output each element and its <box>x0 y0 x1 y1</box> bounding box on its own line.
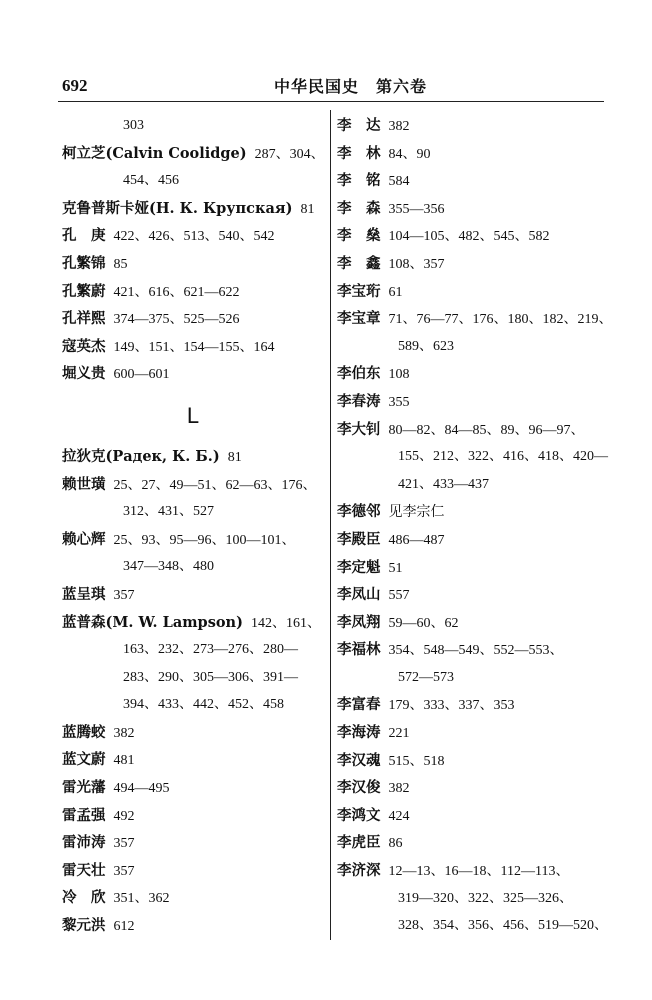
entry-pages: 486—487 <box>388 532 445 548</box>
entry-name: 冷 欣 <box>62 889 106 907</box>
index-entry <box>337 360 605 388</box>
entry-name: 克鲁普斯卡娅(Н. К. Крупская) <box>62 199 293 217</box>
entry-pages: 612 <box>113 919 135 935</box>
entry-name: 李 林 <box>337 144 381 162</box>
entry-pages: 85 <box>113 256 128 272</box>
entry-pages: 155、212、322、416、418、420— <box>398 449 608 465</box>
entry-pages: 357 <box>113 836 135 852</box>
entry-pages: 600—601 <box>113 367 170 383</box>
entry-name: 李宝章 <box>337 310 381 328</box>
entry-name: 李大钊 <box>337 420 381 438</box>
entry-pages: 283、290、305—306、391— <box>123 669 298 685</box>
entry-name: 李凤翔 <box>337 613 381 631</box>
index-entry <box>337 609 605 637</box>
index-entry <box>62 526 324 554</box>
index-entry-continuation <box>62 691 324 719</box>
entry-pages: 25、93、95—96、100—101、 <box>113 532 296 548</box>
entry-name: 赖世璜 <box>62 475 106 493</box>
entry-pages: 51 <box>388 560 403 576</box>
index-entry <box>337 305 613 333</box>
entry-pages: 163、232、273—276、280— <box>123 642 298 658</box>
entry-name: 李福林 <box>337 641 381 659</box>
index-entry <box>62 912 324 940</box>
entry-pages: 142、161、 <box>250 615 321 631</box>
entry-name: 李 森 <box>337 199 381 217</box>
entry-name: 李殿臣 <box>337 530 381 548</box>
entry-pages: 589、623 <box>398 338 454 354</box>
index-entry <box>62 609 324 637</box>
entry-name: 李鸿文 <box>337 806 381 824</box>
entry-name: 李济深 <box>337 862 381 880</box>
entry-pages: 221 <box>388 726 410 742</box>
entry-pages: 303 <box>123 118 144 133</box>
entry-pages: 347—348、480 <box>123 559 214 575</box>
entry-pages: 454、456 <box>123 173 179 189</box>
entry-name: 寇英杰 <box>62 337 106 355</box>
entry-name: 李伯东 <box>337 365 381 383</box>
book-title: 中华民国史 第六卷 <box>274 77 428 96</box>
entry-pages: 287、304、 <box>254 146 325 162</box>
entry-name: 堀义贵 <box>62 365 106 383</box>
index-entry <box>62 857 324 885</box>
entry-pages: 424 <box>388 808 410 824</box>
entry-name: 蓝腾蛟 <box>62 723 106 741</box>
index-entry <box>62 884 324 912</box>
index-entry <box>337 774 605 802</box>
entry-pages: 422、426、513、540、542 <box>113 229 275 245</box>
index-entry-continuation <box>337 333 605 361</box>
entry-pages: 421、616、621—622 <box>113 284 240 300</box>
index-entry <box>62 829 324 857</box>
entry-pages: 86 <box>388 836 403 852</box>
entry-name: 李宝珩 <box>337 282 381 300</box>
entry-pages: 382 <box>388 119 410 134</box>
entry-name: 雷沛涛 <box>62 834 106 852</box>
entry-pages: 81 <box>227 449 242 465</box>
entry-pages: 108、357 <box>388 256 445 272</box>
entry-name: 孔 庚 <box>62 227 106 245</box>
entry-name: 雷天壮 <box>62 861 106 879</box>
index-entry <box>62 195 324 223</box>
index-column-right <box>337 112 613 940</box>
index-entry <box>337 195 605 223</box>
entry-name: 雷光藩 <box>62 779 106 797</box>
index-entry <box>337 581 605 609</box>
section-letter-heading: L <box>186 402 200 428</box>
index-entry <box>62 746 324 774</box>
index-entry <box>62 719 324 747</box>
entry-pages: 见李宗仁 <box>388 505 445 521</box>
entry-pages: 84、90 <box>388 146 431 162</box>
entry-pages: 104—105、482、545、582 <box>388 229 550 245</box>
entry-pages: 557 <box>388 588 410 604</box>
index-entry <box>337 857 605 885</box>
entry-name: 蓝呈琪 <box>62 585 106 603</box>
page-number: 692 <box>62 76 88 95</box>
index-entry-continuation <box>62 167 324 195</box>
index-entry <box>62 774 324 802</box>
entry-name: 拉狄克(Радек, К. Б.) <box>62 447 220 465</box>
page-header <box>62 72 602 100</box>
index-entry-continuation <box>62 112 324 140</box>
entry-pages: 149、151、154—155、164 <box>113 339 275 355</box>
entry-pages: 355 <box>388 394 410 410</box>
entry-name: 蓝文蔚 <box>62 751 106 769</box>
entry-name: 蓝普森(M. W. Lampson) <box>62 613 243 631</box>
index-entry <box>62 140 324 168</box>
index-entry-continuation <box>337 912 608 940</box>
entry-pages: 394、433、442、452、458 <box>123 697 284 713</box>
entry-name: 李春涛 <box>337 392 381 410</box>
column-divider <box>330 110 331 940</box>
entry-name: 李虎臣 <box>337 834 381 852</box>
entry-name: 柯立芝(Calvin Coolidge) <box>62 144 247 162</box>
index-entry-continuation <box>62 553 324 581</box>
index-entry <box>62 222 324 250</box>
entry-pages: 572—573 <box>398 669 454 685</box>
index-entry <box>337 829 605 857</box>
entry-name: 李定魁 <box>337 558 381 576</box>
index-entry <box>337 719 605 747</box>
entry-name: 李 燊 <box>337 227 381 245</box>
index-entry-continuation <box>62 636 324 664</box>
entry-pages: 584 <box>388 174 410 190</box>
entry-pages: 374—375、525—526 <box>113 312 240 328</box>
entry-name: 李凤山 <box>337 586 381 604</box>
index-entry <box>62 305 324 333</box>
entry-name: 赖心辉 <box>62 530 106 548</box>
index-entry <box>337 388 605 416</box>
entry-name: 李海涛 <box>337 724 381 742</box>
entry-pages: 481 <box>113 753 135 769</box>
index-entry <box>337 222 605 250</box>
entry-pages: 179、333、337、353 <box>388 698 515 714</box>
index-entry <box>337 802 605 830</box>
header-rule <box>58 101 604 102</box>
entry-pages: 382 <box>113 725 135 741</box>
entry-name: 孔繁锦 <box>62 254 106 272</box>
index-entry <box>62 443 324 471</box>
index-entry <box>337 416 605 444</box>
index-entry <box>62 278 324 306</box>
index-entry <box>337 691 605 719</box>
index-entry <box>62 360 324 388</box>
entry-pages: 25、27、49—51、62—63、176、 <box>113 477 317 493</box>
entry-name: 黎元洪 <box>62 917 106 935</box>
index-entry-continuation <box>62 498 324 526</box>
index-entry-continuation <box>337 885 605 913</box>
index-entry <box>62 581 324 609</box>
entry-pages: 328、354、356、456、519—520、 <box>398 918 608 934</box>
entry-name: 李 达 <box>337 117 381 134</box>
entry-pages: 319—320、322、325—326、 <box>398 890 573 906</box>
entry-pages: 59—60、62 <box>388 615 459 631</box>
entry-pages: 492 <box>113 808 135 824</box>
entry-pages: 81 <box>300 201 315 217</box>
entry-pages: 357 <box>113 863 135 879</box>
entry-name: 孔繁蔚 <box>62 282 106 300</box>
entry-pages: 80—82、84—85、89、96—97、 <box>388 422 585 438</box>
index-entry <box>337 278 605 306</box>
entry-name: 李富春 <box>337 696 381 714</box>
entry-pages: 357 <box>113 587 135 603</box>
entry-pages: 351、362 <box>113 891 170 907</box>
entry-pages: 494—495 <box>113 781 170 797</box>
entry-name: 李汉俊 <box>337 779 381 797</box>
index-entry <box>337 112 605 140</box>
entry-pages: 354、548—549、552—553、 <box>388 643 564 659</box>
entry-name: 李 铭 <box>337 172 381 190</box>
index-entry-continuation <box>62 664 324 692</box>
index-entry <box>337 554 605 582</box>
entry-name: 李德邻 <box>337 503 381 521</box>
index-entry <box>337 167 605 195</box>
entry-pages: 108 <box>388 367 410 383</box>
entry-pages: 515、518 <box>388 753 445 769</box>
index-entry <box>337 636 605 664</box>
index-entry <box>337 747 605 775</box>
index-entry <box>62 471 324 499</box>
entry-name: 雷孟强 <box>62 806 106 824</box>
entry-name: 李 鑫 <box>337 254 381 272</box>
index-entry <box>337 250 605 278</box>
entry-pages: 12—13、16—18、112—113、 <box>388 864 570 880</box>
entry-name: 孔祥熙 <box>62 310 106 328</box>
entry-pages: 355—356 <box>388 201 445 217</box>
entry-pages: 61 <box>388 284 403 300</box>
entry-name: 李汉魂 <box>337 751 381 769</box>
index-entry-continuation <box>337 443 608 471</box>
index-column-left <box>62 112 324 940</box>
index-entry <box>337 140 605 168</box>
index-entry <box>62 250 324 278</box>
index-entry <box>337 526 605 554</box>
entry-pages: 421、433—437 <box>398 476 489 492</box>
index-entry <box>337 498 605 526</box>
entry-pages: 312、431、527 <box>123 504 214 520</box>
entry-pages: 71、76—77、176、180、182、219、 <box>388 312 613 328</box>
entry-pages: 382 <box>388 781 410 797</box>
index-entry <box>62 333 324 361</box>
index-entry-continuation <box>337 664 605 692</box>
index-entry <box>62 802 324 830</box>
index-entry-continuation <box>337 471 605 499</box>
